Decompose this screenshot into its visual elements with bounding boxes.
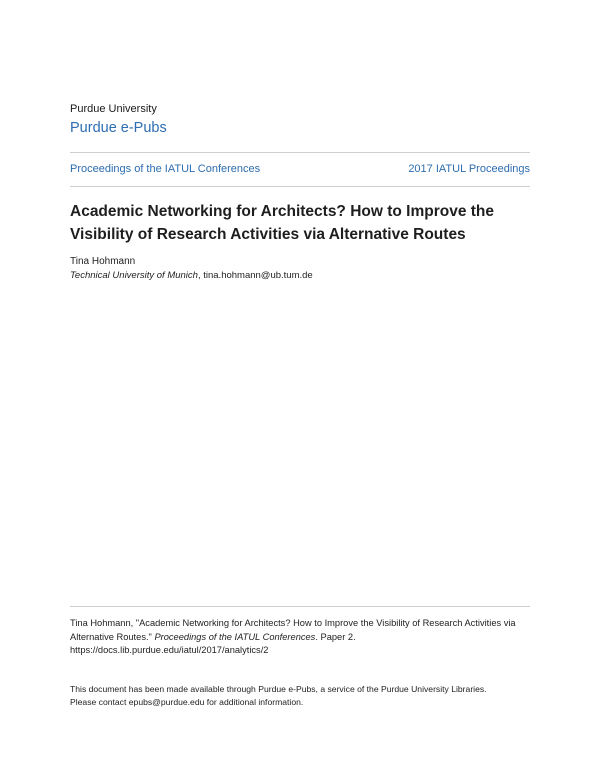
author-name: Tina Hohmann bbox=[70, 256, 136, 267]
citation-block bbox=[70, 617, 532, 658]
notice-line-2: Please contact epubs@purdue.edu for additional information. bbox=[70, 696, 304, 707]
repository-link[interactable]: Purdue e-Pubs bbox=[70, 120, 167, 136]
notice-block bbox=[70, 683, 540, 708]
author-affiliation: Technical University of Munich, tina.hohmann@ub.tum.de bbox=[70, 270, 313, 281]
collection-link[interactable]: Proceedings of the IATUL Conferences bbox=[70, 163, 261, 175]
notice-line-1: This document has been made available through Purdue e-Pubs, a service of the Purdue University Libraries. bbox=[70, 684, 487, 694]
citation-paper: . Paper 2. bbox=[315, 631, 356, 642]
paper-title-line-2: Visibility of Research Activities via Alternative Routes bbox=[70, 226, 466, 243]
header-divider bbox=[70, 152, 530, 153]
series-link[interactable]: 2017 IATUL Proceedings bbox=[408, 163, 530, 175]
institution-name: Purdue University bbox=[70, 103, 157, 115]
affiliation-name: Technical University of Munich bbox=[70, 270, 198, 281]
breadcrumb-divider bbox=[70, 186, 530, 187]
citation-text: Tina Hohmann, "Academic Networking for Architects? How to Improve the Visibility of Research Activities via Alternative Routes." bbox=[70, 618, 516, 642]
paper-title bbox=[70, 200, 540, 246]
citation-divider bbox=[70, 606, 530, 607]
citation-journal: Proceedings of the IATUL Conferences bbox=[154, 631, 316, 642]
paper-title-line-1: Academic Networking for Architects? How to Improve the bbox=[70, 203, 495, 220]
citation-url[interactable]: https://docs.lib.purdue.edu/iatul/2017/analytics/2 bbox=[70, 645, 269, 655]
author-email[interactable]: tina.hohmann@ub.tum.de bbox=[203, 270, 313, 281]
